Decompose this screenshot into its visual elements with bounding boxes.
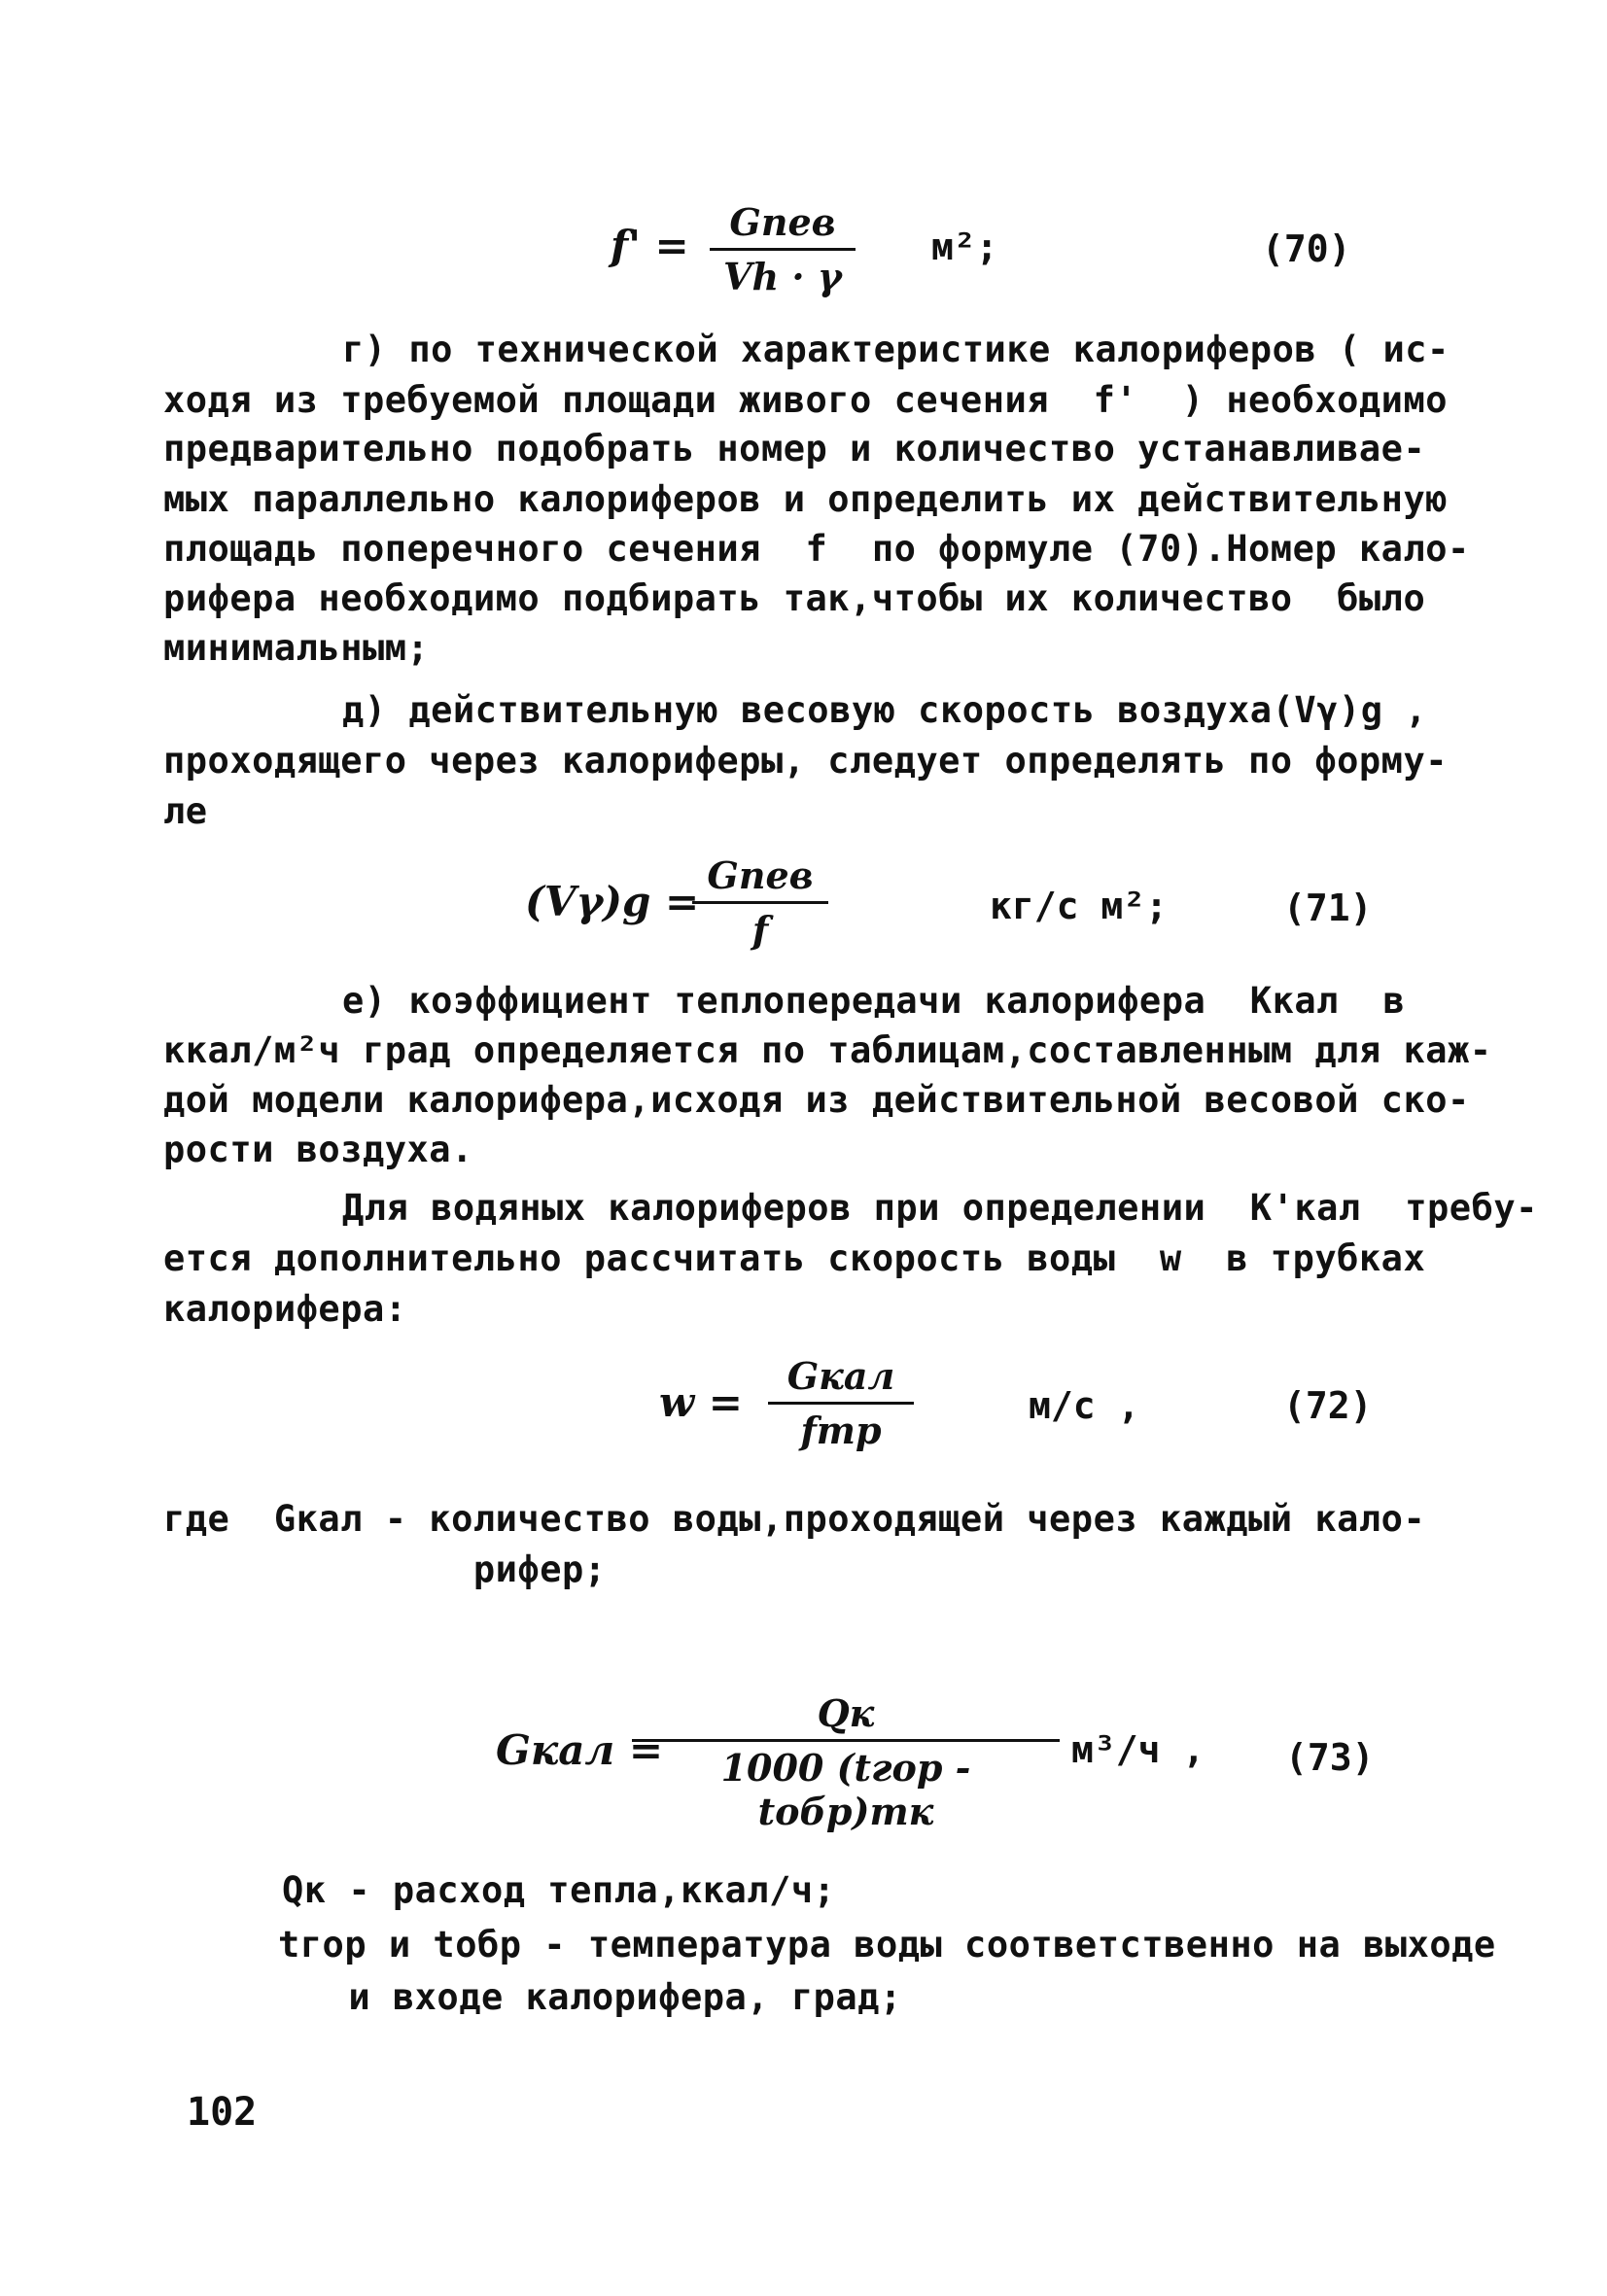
equation-number: (73) <box>1285 1736 1375 1779</box>
equation-lhs: (Vγ)g = <box>525 878 700 925</box>
equation-lhs: w = <box>659 1378 743 1426</box>
text-line: проходящего через калориферы, следует определять по форму- <box>163 740 1449 782</box>
equation-number: (70) <box>1262 227 1351 270</box>
equation-number: (72) <box>1283 1384 1373 1427</box>
equation-fraction <box>768 1354 914 1452</box>
text-line: д) действительную весовую скорость воздуха(Vγ)g , <box>342 689 1428 731</box>
text-line: рости воздуха. <box>163 1129 473 1170</box>
equation-unit: кг/с м²; <box>990 885 1169 927</box>
fraction-denominator: fтр <box>800 1409 882 1452</box>
text-line: рифер; <box>163 1548 607 1590</box>
text-line: ется дополнительно рассчитать скорость воды w в трубках <box>163 1237 1426 1279</box>
text-line: г) по технической характеристике калориферов ( ис- <box>342 329 1450 370</box>
equation-number: (71) <box>1283 887 1373 929</box>
text-line: предварительно подобрать номер и количество устанавливае- <box>163 428 1426 470</box>
text-line: дой модели калорифера,исходя из действительной весовой ско- <box>163 1079 1470 1121</box>
text-line: мых параллельно калориферов и определить их действительную <box>163 478 1449 520</box>
text-line: калорифера: <box>163 1288 407 1330</box>
text-line: Qк - расход тепла,ккал/ч; <box>282 1869 836 1911</box>
text-line: площадь поперечного сечения f по формуле (70).Номер кало- <box>163 528 1470 570</box>
fraction-denominator: Vh · γ <box>723 255 842 298</box>
fraction-numerator: Gпев <box>692 853 828 904</box>
equation-fraction <box>632 1691 1060 1833</box>
fraction-numerator: Gпев <box>710 200 856 251</box>
text-line: и входе калорифера, град; <box>282 1976 902 2018</box>
text-line: е) коэффициент теплопередачи калорифера Kкал в <box>342 980 1406 1022</box>
equation-fraction <box>692 853 828 952</box>
equation-lhs: f' = <box>611 222 689 269</box>
fraction-denominator: 1000 (tгор - tобр)mк <box>720 1746 971 1833</box>
page-number: 102 <box>187 2090 258 2135</box>
text-line: где Gкал - количество воды,проходящей через каждый кало- <box>163 1498 1426 1540</box>
fraction-denominator: f <box>751 908 769 952</box>
equation-unit: м/с , <box>1029 1384 1140 1427</box>
equation-fraction <box>710 200 856 298</box>
text-line: tгор и tобр - температура воды соответственно на выходе <box>278 1924 1496 1966</box>
text-line: минимальным; <box>163 627 430 669</box>
fraction-numerator: Qк <box>632 1691 1060 1742</box>
equation-lhs: Gкал = <box>496 1726 664 1774</box>
equation-unit: м³/ч , <box>1071 1728 1205 1771</box>
fraction-numerator: Gкал <box>768 1354 914 1405</box>
text-line: ле <box>163 790 208 832</box>
equation-unit: м²; <box>931 226 998 268</box>
text-line: ходя из требуемой площади живого сечения f' ) необходимо <box>163 379 1449 421</box>
text-line: рифера необходимо подбирать так,чтобы их количество было <box>163 577 1426 619</box>
text-line: ккал/м²ч град определяется по таблицам,составленным для каж- <box>163 1029 1492 1071</box>
text-line: Для водяных калориферов при определении K'кал требу- <box>342 1187 1538 1229</box>
